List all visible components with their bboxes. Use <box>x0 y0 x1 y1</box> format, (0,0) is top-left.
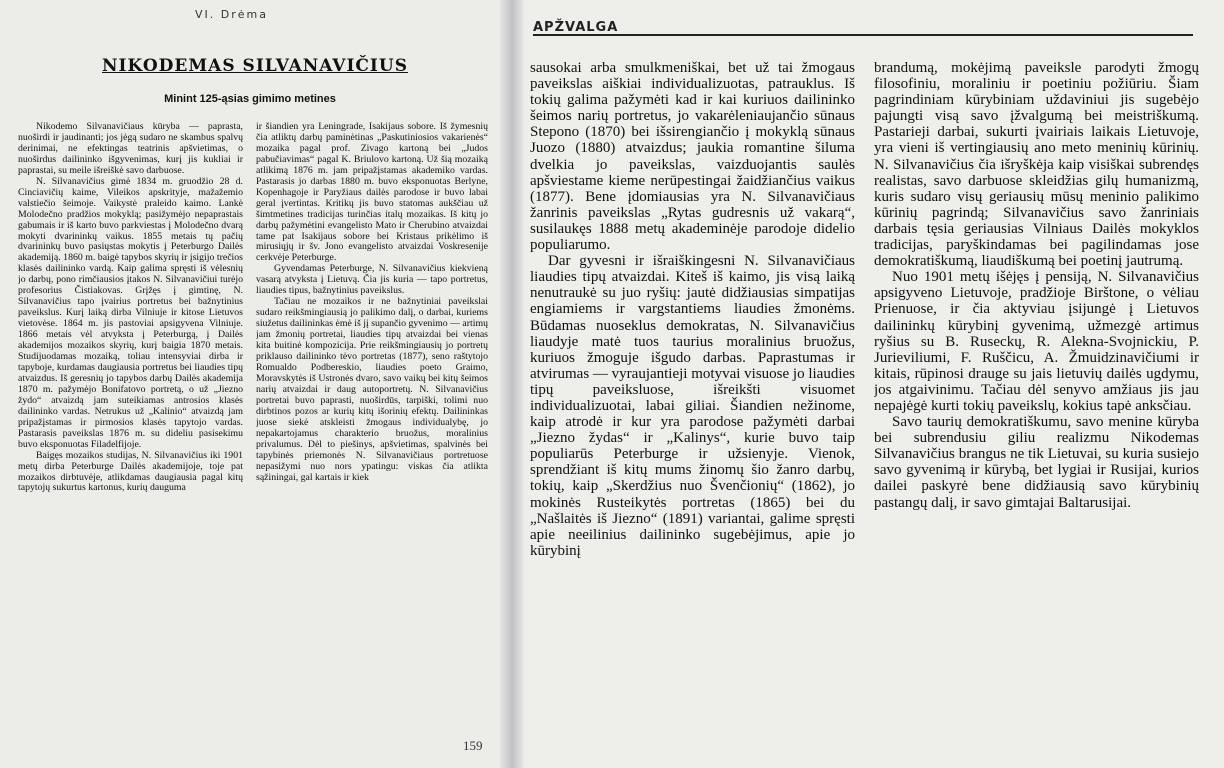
paragraph: sausokai arba smulkmeniškai, bet už tai žmogaus paveikslas aiškiai individualizuotas, patrauklus. Iš tokių galima pažymėti kad ir kai kuriuos dailininko šeimos narių portretus, jo vakarėleniaujančio sūnaus Stepono (1870) bei išsirengiančio į mokyklą sūnaus Juozo (1880) atvaizdus; jaukia romantine šiluma dvelkia jo paveikslas, vaizduojantis saulės apšviestame kieme nerūpestingai žaidžiančius vaikus (1877). Bene įdomiausias yra N. Silvanavičiaus žanrinis paveikslas „Rytas gudresnis už vakarą“, susilaukęs 1888 metų akademinėje parodoje didelio populiarumo. <box>530 60 855 254</box>
running-head-right: APŽVALGA <box>533 20 619 35</box>
paragraph: Nikodemo Silvanavičiaus kūryba — paprasta, nuoširdi ir jaudinanti; jos jėgą sudaro ne skambus spalvų derinimai, ne efektingas teatrinis apšvietimas, o nuoširdus dailininko išgyvenimas, kurį jis kukliai ir paprastai, su meile išreiškė savo darbuose. <box>18 122 243 176</box>
paragraph: Savo taurių demokratiškumu, savo menine kūryba bei subrendusiu giliu realizmu Nikodemas Silvanavičius brangus ne tik Lietuvai, su kuria susiejo savo gyvenimą ir kūrybą, bet lygiai ir Rusijai, kurios dailei paskyrė bene didžiausią savo kūrybinių pastangų dalį, ir savo gimtajai Baltarusijai. <box>874 414 1199 511</box>
left-column-1 <box>18 122 243 722</box>
article-subtitle: Minint 125-ąsias gimimo metines <box>164 93 336 105</box>
header-rule <box>533 34 1193 36</box>
article-title: NIKODEMAS SILVANAVIČIUS <box>102 56 408 76</box>
right-column-1 <box>530 60 855 760</box>
paragraph: brandumą, mokėjimą paveiksle parodyti žmogų filosofiniu, moraliniu ir poetiniu požiūriu. Šiam pagrindiniam kūrybiniam uždaviniui jis sugebėjo pajungti visą savo įžvalgumą bei meistriškumą. Pastarieji darbai, sukurti įvairiais laikais Lietuvoje, yra vieni iš vertingiausių ano meto meninių kūrinių. N. Silvanavičius čia išryškėja kaip visiškai subrendęs realistas, savo darbuose skleidžias gilų humanizmą, kuris sudaro visų geriausių mūsų meninio palikimo kūrinių pagrindą; Silvanavičius savo žanriniais darbais tęsia geriausias Vilniaus Dailės mokyklos tradicijas, paryškindamas bei pagilindamas jose demokratiškumą, liaudiškumą bei poetinį jautrumą. <box>874 60 1199 270</box>
running-head-left: VI. Drėma <box>195 8 268 21</box>
paragraph: Baigęs mozaikos studijas, N. Silvanavičius iki 1901 metų dirba Peterburge Dailės akademijoje, toje pat mozaikos dirbtuvėje, atlikdamas daugiausia pagal kitų tapytojų sukurtus kartonus, kurių dauguma <box>18 449 243 494</box>
paragraph: Dar gyvesni ir išraiškingesni N. Silvanavičiaus liaudies tipų atvaizdai. Kiteš iš kaimo, jis visą laiką nenutraukė su juo ryšių: jautė didžiausias simpatijas engiamiems ir vargstantiems liaudies žmonėms. Būdamas nuoseklus demokratas, N. Silvanavičius liaudyje matė tuos taurius moralinius bruožus, kuriuos žmoguje išgudo darbas. Paprastumas ir atvirumas — vyraujantieji motyvai visuose jo liaudies tipų paveiksluose, išreikšti visuomet individualizuotai, labai giliai. Šiandien nežinome, kaip atrodė ir kur yra parodose pažymėti darbai „Jiezno žydas“ ir „Kalinys“, kurie buvo taip populiarūs Peterburge ir užsienyje. Vienok, sprendžiant iš kitų mums žinomų šio žanro darbų, tokių, kaip „Skerdžius nuo Švenčionių“ (1862), jo mokinės Rusteikytės portretas (1865) bei du „Našlaitės iš Jiezno“ (1891) variantai, galime spręsti apie neeilinius dailininko sugebėjimus, apie jo kūrybinį <box>530 253 855 559</box>
paragraph: Nuo 1901 metų išėjęs į pensiją, N. Silvanavičius apsigyveno Lietuvoje, pradžioje Birštone, o vėliau Prienuose, ir čia aktyviau įsijungė į Lietuvos dailininkų kūrybinį gyvenimą, užmezgė artimus ryšius su B. Ruseckų, R. Alekna-Svojnickiu, P. Jurieviliumi, F. Ruščicu, A. Žmuidzinavičiumi ir kitais, rūpinosi drauge su jais lietuvių dailės ugdymu, jos atgaivinimu. Tačiau dėl senyvo amžiaus jis jau nepajėgė kurti tokių paveikslų, kokius tapė anksčiau. <box>874 269 1199 414</box>
right-column-2 <box>874 60 1199 760</box>
paragraph: ir šiandien yra Leningrade, Isakijaus sobore. Iš žymesnių čia atliktų darbų paminėtinas „Paskutiniosios vakarienės“ mozaika pagal prof. Zivago kartoną bei „Judos pabučiavimas“ pagal K. Briulovo kartoną. Už šią mozaiką atlikimą 1876 m. jam pripažįstamas akademiko vardas. Pastarasis jo darbas 1880 m. buvo eksponuotas Berlyne, Kopenhagoje ir Paryžiaus dailės parodose ir buvo labai geral įvertintas. Kritikų jis buvo statomas aukščiau už šimtmetines tradicijas turinčias italų mozaikas. Iš kitų jo darbų pažymėtini evangelisto Mato ir Cherubino atvaizdai tame pat Isakijaus sobore bei Kristaus prikėlimo iš mirusiųjų ir šv. Jono evangelisto atvaizdai Voskresenije cerkvėje Peterburge. <box>256 122 488 264</box>
left-column-2 <box>256 122 488 722</box>
page-gutter <box>500 0 524 768</box>
paragraph: Gyvendamas Peterburge, N. Silvanavičius kiekvieną vasarą atvyksta į Lietuvą. Čia jis kuria — tapo portretus, liaudies tipus, bažnytinius paveikslus. <box>256 263 488 297</box>
paragraph: N. Silvanavičius gimė 1834 m. gruodžio 28 d. Cinciavičių kaime, Vileikos apskrityje, mažažemio valstiečio šeimoje. Vaikystė praleido kaimo. Lankė Molodečno pradžios mokyklą; pasižymėjo nepaprastais gabumais ir iš karto buvo parkviestas į Molodečno dvarą mokyti dvarininkų vaikus. 1855 metais tų pačių dvarininkų buvo pasiųstas mokytis į Peterburgo Dailės akademiją. 1860 m. baigė tapybos skyrių ir įsigijo trečios klasės dailininko vardą. Kaip galima spręsti iš vėlesnių jo darbų, pono rimčiausios įtakos N. Silvanavičiui turėjo profesorius Čistiakovas. Grįžęs į gimtinę, N. Silvanavičius tapo įvairius portretus bei bažnytinius paveikslus. Kurį laiką dirba Vilniuje ir kitose Lietuvos vietovėse. 1864 m. jis pastoviai apsigyvena Vilniuje. 1866 metais vėl atvyksta į Peterburgą, į Dailės akademijos mozaikos skyrių, kurį baigia 1870 metais. Studijuodamas mozaiką, toliau intensyviai dirba ir tapyboje, kurdamas daugiausia portretus bei liaudies tipų atvaizdus. Iš geresnių jo tapybos darbų Dailės akademija 1870 m. pažymėjo Bonifatovo portretą, o už „Jiezno žydo“ atvaizdą jam suteikiamas antrosios klasės dailininko vardas. Netrukus už „Kalinio“ atvaizdą jam pripažįstamas ir pirmosios klasės tapytojo vardas. Pastarasis paveikslas 1876 m. su dideliu pasisekimu buvo eksponuotas Filadelfijoje. <box>18 175 243 450</box>
page-number: 159 <box>463 738 483 753</box>
paragraph: Tačiau ne mozaikos ir ne bažnytiniai paveikslai sudaro reikšmingiausią jo palikimo dalį, o darbai, kuriems siužetus dailininkas ėmė iš jį supančio gyvenimo — artimų jam žmonių portretai, liaudies tipų atvaizdai bei vienas kita buitinė kompozicija. Prie reikšmingiausių jo portretų priklauso dailininko tėvo portretas (1877), seno raštytojo Romualdo Podbereskio, liaudies poeto Graimo, Moravskytės iš Ustronės dvaro, savo vaikų bei kitų šeimos narių atvaizdai ir daug autoportretų. N. Silvanavičius portretai buvo paprasti, nuoširdūs, tarpiški, tolimi nuo dirbtinos pozos ar kurių kitų išorinių efektų. Dailininkas juose siekė atskleisti žmogaus individualybę, jo nepakartojamus charakterio bruožus, moralinius privalumus. Dėl to piešinys, apšvietimas, spalvinės bei tapybinės priemonės N. Silvanavičiaus portretuose nepasižymi nuo nors ypatingu: viskas čia atlikta sąžiningai, gal kartais ir kiek <box>256 296 488 483</box>
